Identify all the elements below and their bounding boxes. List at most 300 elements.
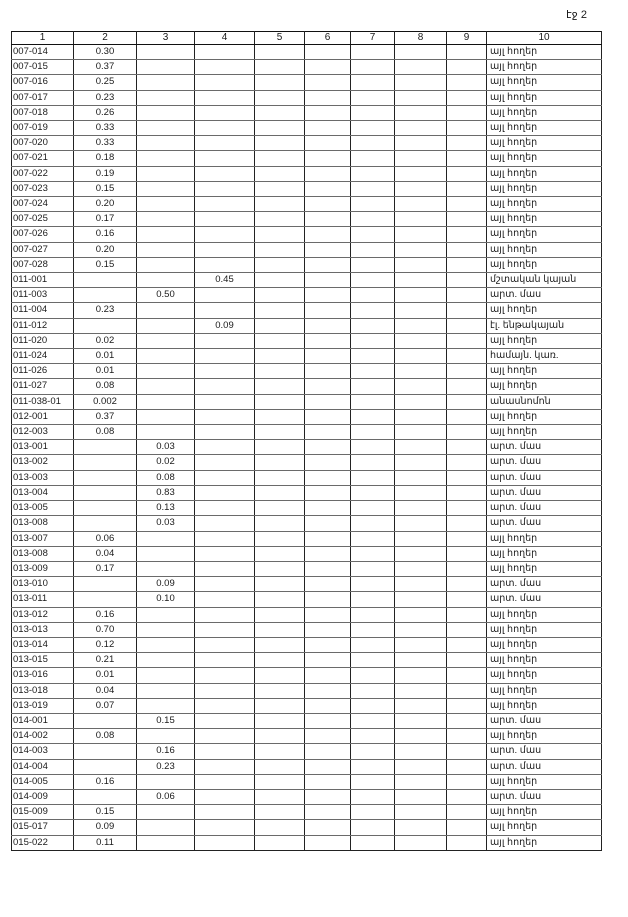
land-use-cell: այլ հողեր (487, 166, 602, 181)
table-row (12, 774, 602, 789)
col9-cell (447, 257, 487, 272)
col6-cell (305, 744, 351, 759)
col8-cell (395, 729, 447, 744)
land-use-cell: արտ. մաս (487, 485, 602, 500)
col9-cell (447, 379, 487, 394)
parcel-code-cell: 012-001 (12, 409, 74, 424)
col7-cell (351, 379, 395, 394)
area-col4-cell (195, 789, 255, 804)
column-header: 5 (255, 32, 305, 45)
col7-cell (351, 440, 395, 455)
col6-cell (305, 257, 351, 272)
table-row (12, 501, 602, 516)
area-col3-cell (137, 257, 195, 272)
col6-cell (305, 379, 351, 394)
col5-cell (255, 668, 305, 683)
col9-cell (447, 698, 487, 713)
col9-cell (447, 197, 487, 212)
area-col2-cell (74, 485, 137, 500)
col8-cell (395, 440, 447, 455)
col6-cell (305, 668, 351, 683)
area-col2-cell (74, 470, 137, 485)
land-use-cell: արտ. մաս (487, 789, 602, 804)
parcel-code-cell: 013-002 (12, 455, 74, 470)
col8-cell (395, 227, 447, 242)
col6-cell (305, 683, 351, 698)
col7-cell (351, 166, 395, 181)
col8-cell (395, 744, 447, 759)
col8-cell (395, 592, 447, 607)
column-header: 2 (74, 32, 137, 45)
col6-cell (305, 577, 351, 592)
col8-cell (395, 531, 447, 546)
table-row (12, 455, 602, 470)
parcel-code-cell: 015-017 (12, 820, 74, 835)
col8-cell (395, 379, 447, 394)
land-use-cell: արտ. մաս (487, 440, 602, 455)
table-row (12, 592, 602, 607)
area-col3-cell (137, 151, 195, 166)
col5-cell (255, 288, 305, 303)
col7-cell (351, 409, 395, 424)
area-col2-cell (74, 440, 137, 455)
col9-cell (447, 713, 487, 728)
col8-cell (395, 577, 447, 592)
area-col3-cell (137, 90, 195, 105)
col6-cell (305, 60, 351, 75)
area-col3-cell: 0.06 (137, 789, 195, 804)
col7-cell (351, 501, 395, 516)
col5-cell (255, 774, 305, 789)
col8-cell (395, 257, 447, 272)
col5-cell (255, 136, 305, 151)
land-use-cell: այլ հողեր (487, 105, 602, 120)
col8-cell (395, 105, 447, 120)
col9-cell (447, 470, 487, 485)
col7-cell (351, 713, 395, 728)
col7-cell (351, 364, 395, 379)
land-use-cell: համայն. կառ. (487, 349, 602, 364)
area-col2-cell: 0.04 (74, 546, 137, 561)
area-col4-cell (195, 668, 255, 683)
col7-cell (351, 835, 395, 850)
land-use-cell: այլ հողեր (487, 45, 602, 60)
land-use-cell: այլ հողեր (487, 668, 602, 683)
table-row (12, 668, 602, 683)
col8-cell (395, 409, 447, 424)
col8-cell (395, 318, 447, 333)
col9-cell (447, 136, 487, 151)
parcel-code-cell: 013-016 (12, 668, 74, 683)
col5-cell (255, 789, 305, 804)
col7-cell (351, 394, 395, 409)
col5-cell (255, 227, 305, 242)
col8-cell (395, 90, 447, 105)
col8-cell (395, 789, 447, 804)
area-col2-cell: 0.33 (74, 136, 137, 151)
parcel-code-cell: 013-003 (12, 470, 74, 485)
col6-cell (305, 318, 351, 333)
col7-cell (351, 455, 395, 470)
area-col4-cell (195, 516, 255, 531)
land-use-cell: այլ հողեր (487, 75, 602, 90)
area-col2-cell: 0.01 (74, 349, 137, 364)
area-col2-cell: 0.01 (74, 668, 137, 683)
area-col3-cell (137, 683, 195, 698)
col9-cell (447, 364, 487, 379)
land-use-cell: արտ. մաս (487, 455, 602, 470)
col8-cell (395, 151, 447, 166)
col5-cell (255, 425, 305, 440)
area-col4-cell (195, 379, 255, 394)
col6-cell (305, 151, 351, 166)
area-col3-cell (137, 242, 195, 257)
col8-cell (395, 273, 447, 288)
area-col3-cell (137, 607, 195, 622)
area-col2-cell: 0.19 (74, 166, 137, 181)
col7-cell (351, 333, 395, 348)
area-col4-cell (195, 440, 255, 455)
col7-cell (351, 288, 395, 303)
land-use-cell: այլ հողեր (487, 333, 602, 348)
area-col2-cell: 0.17 (74, 561, 137, 576)
column-header: 9 (447, 32, 487, 45)
col7-cell (351, 698, 395, 713)
area-col2-cell: 0.16 (74, 774, 137, 789)
col9-cell (447, 729, 487, 744)
parcel-code-cell: 007-027 (12, 242, 74, 257)
col9-cell (447, 835, 487, 850)
area-col2-cell: 0.04 (74, 683, 137, 698)
table-row (12, 759, 602, 774)
table-row (12, 379, 602, 394)
column-header: 4 (195, 32, 255, 45)
parcel-code-cell: 013-004 (12, 485, 74, 500)
area-col4-cell (195, 75, 255, 90)
col7-cell (351, 774, 395, 789)
col6-cell (305, 333, 351, 348)
area-col3-cell (137, 136, 195, 151)
area-col3-cell: 0.03 (137, 516, 195, 531)
col7-cell (351, 273, 395, 288)
table-row (12, 242, 602, 257)
area-col2-cell (74, 516, 137, 531)
col5-cell (255, 409, 305, 424)
parcel-code-cell: 013-012 (12, 607, 74, 622)
column-header: 8 (395, 32, 447, 45)
table-row (12, 425, 602, 440)
parcel-code-cell: 013-014 (12, 637, 74, 652)
table-row (12, 622, 602, 637)
parcel-code-cell: 014-002 (12, 729, 74, 744)
col9-cell (447, 90, 487, 105)
area-col2-cell: 0.26 (74, 105, 137, 120)
col9-cell (447, 394, 487, 409)
col5-cell (255, 318, 305, 333)
parcel-code-cell: 007-016 (12, 75, 74, 90)
col7-cell (351, 485, 395, 500)
land-use-cell: այլ հողեր (487, 729, 602, 744)
table-row (12, 303, 602, 318)
area-col4-cell (195, 592, 255, 607)
area-col2-cell (74, 592, 137, 607)
area-col4-cell (195, 349, 255, 364)
col6-cell (305, 774, 351, 789)
area-col2-cell: 0.18 (74, 151, 137, 166)
col5-cell (255, 257, 305, 272)
col6-cell (305, 440, 351, 455)
col5-cell (255, 592, 305, 607)
header-row (12, 32, 602, 45)
col8-cell (395, 136, 447, 151)
parcel-code-cell: 014-005 (12, 774, 74, 789)
col7-cell (351, 45, 395, 60)
land-parcel-table (11, 31, 602, 851)
col9-cell (447, 531, 487, 546)
area-col4-cell (195, 181, 255, 196)
land-use-cell: այլ հողեր (487, 364, 602, 379)
col8-cell (395, 774, 447, 789)
parcel-code-cell: 007-023 (12, 181, 74, 196)
col5-cell (255, 683, 305, 698)
area-col2-cell: 0.15 (74, 805, 137, 820)
col8-cell (395, 485, 447, 500)
table-row (12, 531, 602, 546)
parcel-code-cell: 013-019 (12, 698, 74, 713)
col7-cell (351, 181, 395, 196)
area-col3-cell: 0.10 (137, 592, 195, 607)
col7-cell (351, 425, 395, 440)
col5-cell (255, 197, 305, 212)
col6-cell (305, 364, 351, 379)
area-col2-cell: 0.16 (74, 607, 137, 622)
col8-cell (395, 516, 447, 531)
area-col2-cell (74, 273, 137, 288)
col8-cell (395, 197, 447, 212)
area-col3-cell (137, 105, 195, 120)
area-col4-cell (195, 105, 255, 120)
area-col3-cell (137, 212, 195, 227)
table-row (12, 181, 602, 196)
col8-cell (395, 501, 447, 516)
area-col4-cell (195, 820, 255, 835)
parcel-code-cell: 013-018 (12, 683, 74, 698)
area-col2-cell: 0.08 (74, 379, 137, 394)
col5-cell (255, 805, 305, 820)
col7-cell (351, 683, 395, 698)
area-col4-cell (195, 288, 255, 303)
col5-cell (255, 653, 305, 668)
area-col4-cell (195, 257, 255, 272)
parcel-code-cell: 014-001 (12, 713, 74, 728)
col9-cell (447, 303, 487, 318)
land-use-cell: այլ հողեր (487, 409, 602, 424)
area-col4-cell (195, 409, 255, 424)
land-use-cell: արտ. մաս (487, 470, 602, 485)
land-use-cell: այլ հողեր (487, 90, 602, 105)
col5-cell (255, 744, 305, 759)
col7-cell (351, 622, 395, 637)
land-use-cell: արտ. մաս (487, 516, 602, 531)
col5-cell (255, 516, 305, 531)
area-col2-cell (74, 501, 137, 516)
area-col4-cell: 0.09 (195, 318, 255, 333)
area-col3-cell: 0.09 (137, 577, 195, 592)
area-col4-cell (195, 455, 255, 470)
col8-cell (395, 637, 447, 652)
area-col3-cell (137, 75, 195, 90)
col5-cell (255, 151, 305, 166)
area-col4-cell (195, 333, 255, 348)
col9-cell (447, 455, 487, 470)
land-use-cell: այլ հողեր (487, 820, 602, 835)
col6-cell (305, 136, 351, 151)
parcel-code-cell: 007-017 (12, 90, 74, 105)
area-col3-cell (137, 333, 195, 348)
col5-cell (255, 531, 305, 546)
col5-cell (255, 90, 305, 105)
table-row (12, 257, 602, 272)
table-row (12, 485, 602, 500)
area-col4-cell (195, 121, 255, 136)
area-col3-cell (137, 166, 195, 181)
area-col2-cell: 0.01 (74, 364, 137, 379)
area-col3-cell (137, 409, 195, 424)
parcel-code-cell: 013-007 (12, 531, 74, 546)
table-row (12, 273, 602, 288)
col9-cell (447, 425, 487, 440)
area-col2-cell (74, 789, 137, 804)
land-use-cell: այլ հողեր (487, 835, 602, 850)
parcel-code-cell: 011-004 (12, 303, 74, 318)
table-row (12, 577, 602, 592)
area-col4-cell (195, 607, 255, 622)
land-use-cell: էլ. ենթակայան (487, 318, 602, 333)
col5-cell (255, 166, 305, 181)
land-use-cell: այլ հողեր (487, 546, 602, 561)
area-col3-cell (137, 774, 195, 789)
table-row (12, 683, 602, 698)
table-row (12, 653, 602, 668)
table-row (12, 516, 602, 531)
land-use-cell: այլ հողեր (487, 607, 602, 622)
table-row (12, 820, 602, 835)
area-col3-cell (137, 637, 195, 652)
col7-cell (351, 136, 395, 151)
col7-cell (351, 668, 395, 683)
area-col3-cell: 0.13 (137, 501, 195, 516)
col8-cell (395, 303, 447, 318)
table-row (12, 409, 602, 424)
col7-cell (351, 121, 395, 136)
area-col4-cell (195, 364, 255, 379)
col5-cell (255, 561, 305, 576)
col5-cell (255, 303, 305, 318)
land-use-cell: արտ. մաս (487, 577, 602, 592)
parcel-code-cell: 013-013 (12, 622, 74, 637)
area-col3-cell: 0.16 (137, 744, 195, 759)
table-row (12, 212, 602, 227)
land-use-cell: այլ հողեր (487, 303, 602, 318)
parcel-code-cell: 015-009 (12, 805, 74, 820)
area-col4-cell (195, 151, 255, 166)
area-col2-cell: 0.08 (74, 729, 137, 744)
col6-cell (305, 273, 351, 288)
col7-cell (351, 516, 395, 531)
col7-cell (351, 470, 395, 485)
area-col4-cell (195, 394, 255, 409)
column-header: 3 (137, 32, 195, 45)
parcel-code-cell: 007-015 (12, 60, 74, 75)
table-row (12, 318, 602, 333)
col6-cell (305, 105, 351, 120)
area-col3-cell (137, 364, 195, 379)
col5-cell (255, 379, 305, 394)
area-col3-cell (137, 546, 195, 561)
area-col2-cell: 0.70 (74, 622, 137, 637)
area-col3-cell: 0.02 (137, 455, 195, 470)
table-row (12, 546, 602, 561)
col5-cell (255, 698, 305, 713)
area-col3-cell (137, 561, 195, 576)
table-row (12, 166, 602, 181)
area-col3-cell (137, 622, 195, 637)
area-col4-cell (195, 425, 255, 440)
col6-cell (305, 349, 351, 364)
area-col2-cell: 0.002 (74, 394, 137, 409)
col6-cell (305, 197, 351, 212)
col6-cell (305, 653, 351, 668)
col7-cell (351, 242, 395, 257)
land-use-cell: այլ հողեր (487, 212, 602, 227)
land-use-cell: այլ հողեր (487, 257, 602, 272)
parcel-code-cell: 012-003 (12, 425, 74, 440)
col6-cell (305, 75, 351, 90)
col9-cell (447, 121, 487, 136)
column-header: 7 (351, 32, 395, 45)
col7-cell (351, 607, 395, 622)
table-row (12, 121, 602, 136)
area-col4-cell (195, 729, 255, 744)
col9-cell (447, 409, 487, 424)
area-col3-cell (137, 318, 195, 333)
parcel-code-cell: 011-038-01 (12, 394, 74, 409)
col9-cell (447, 759, 487, 774)
col9-cell (447, 789, 487, 804)
area-col4-cell (195, 197, 255, 212)
col7-cell (351, 789, 395, 804)
area-col3-cell (137, 668, 195, 683)
col6-cell (305, 181, 351, 196)
col7-cell (351, 105, 395, 120)
area-col3-cell: 0.03 (137, 440, 195, 455)
parcel-code-cell: 013-005 (12, 501, 74, 516)
col6-cell (305, 470, 351, 485)
col6-cell (305, 409, 351, 424)
col5-cell (255, 364, 305, 379)
col6-cell (305, 805, 351, 820)
col8-cell (395, 622, 447, 637)
table-row (12, 789, 602, 804)
col8-cell (395, 394, 447, 409)
col7-cell (351, 303, 395, 318)
col8-cell (395, 349, 447, 364)
col9-cell (447, 288, 487, 303)
parcel-code-cell: 007-018 (12, 105, 74, 120)
col8-cell (395, 75, 447, 90)
col5-cell (255, 501, 305, 516)
col7-cell (351, 318, 395, 333)
